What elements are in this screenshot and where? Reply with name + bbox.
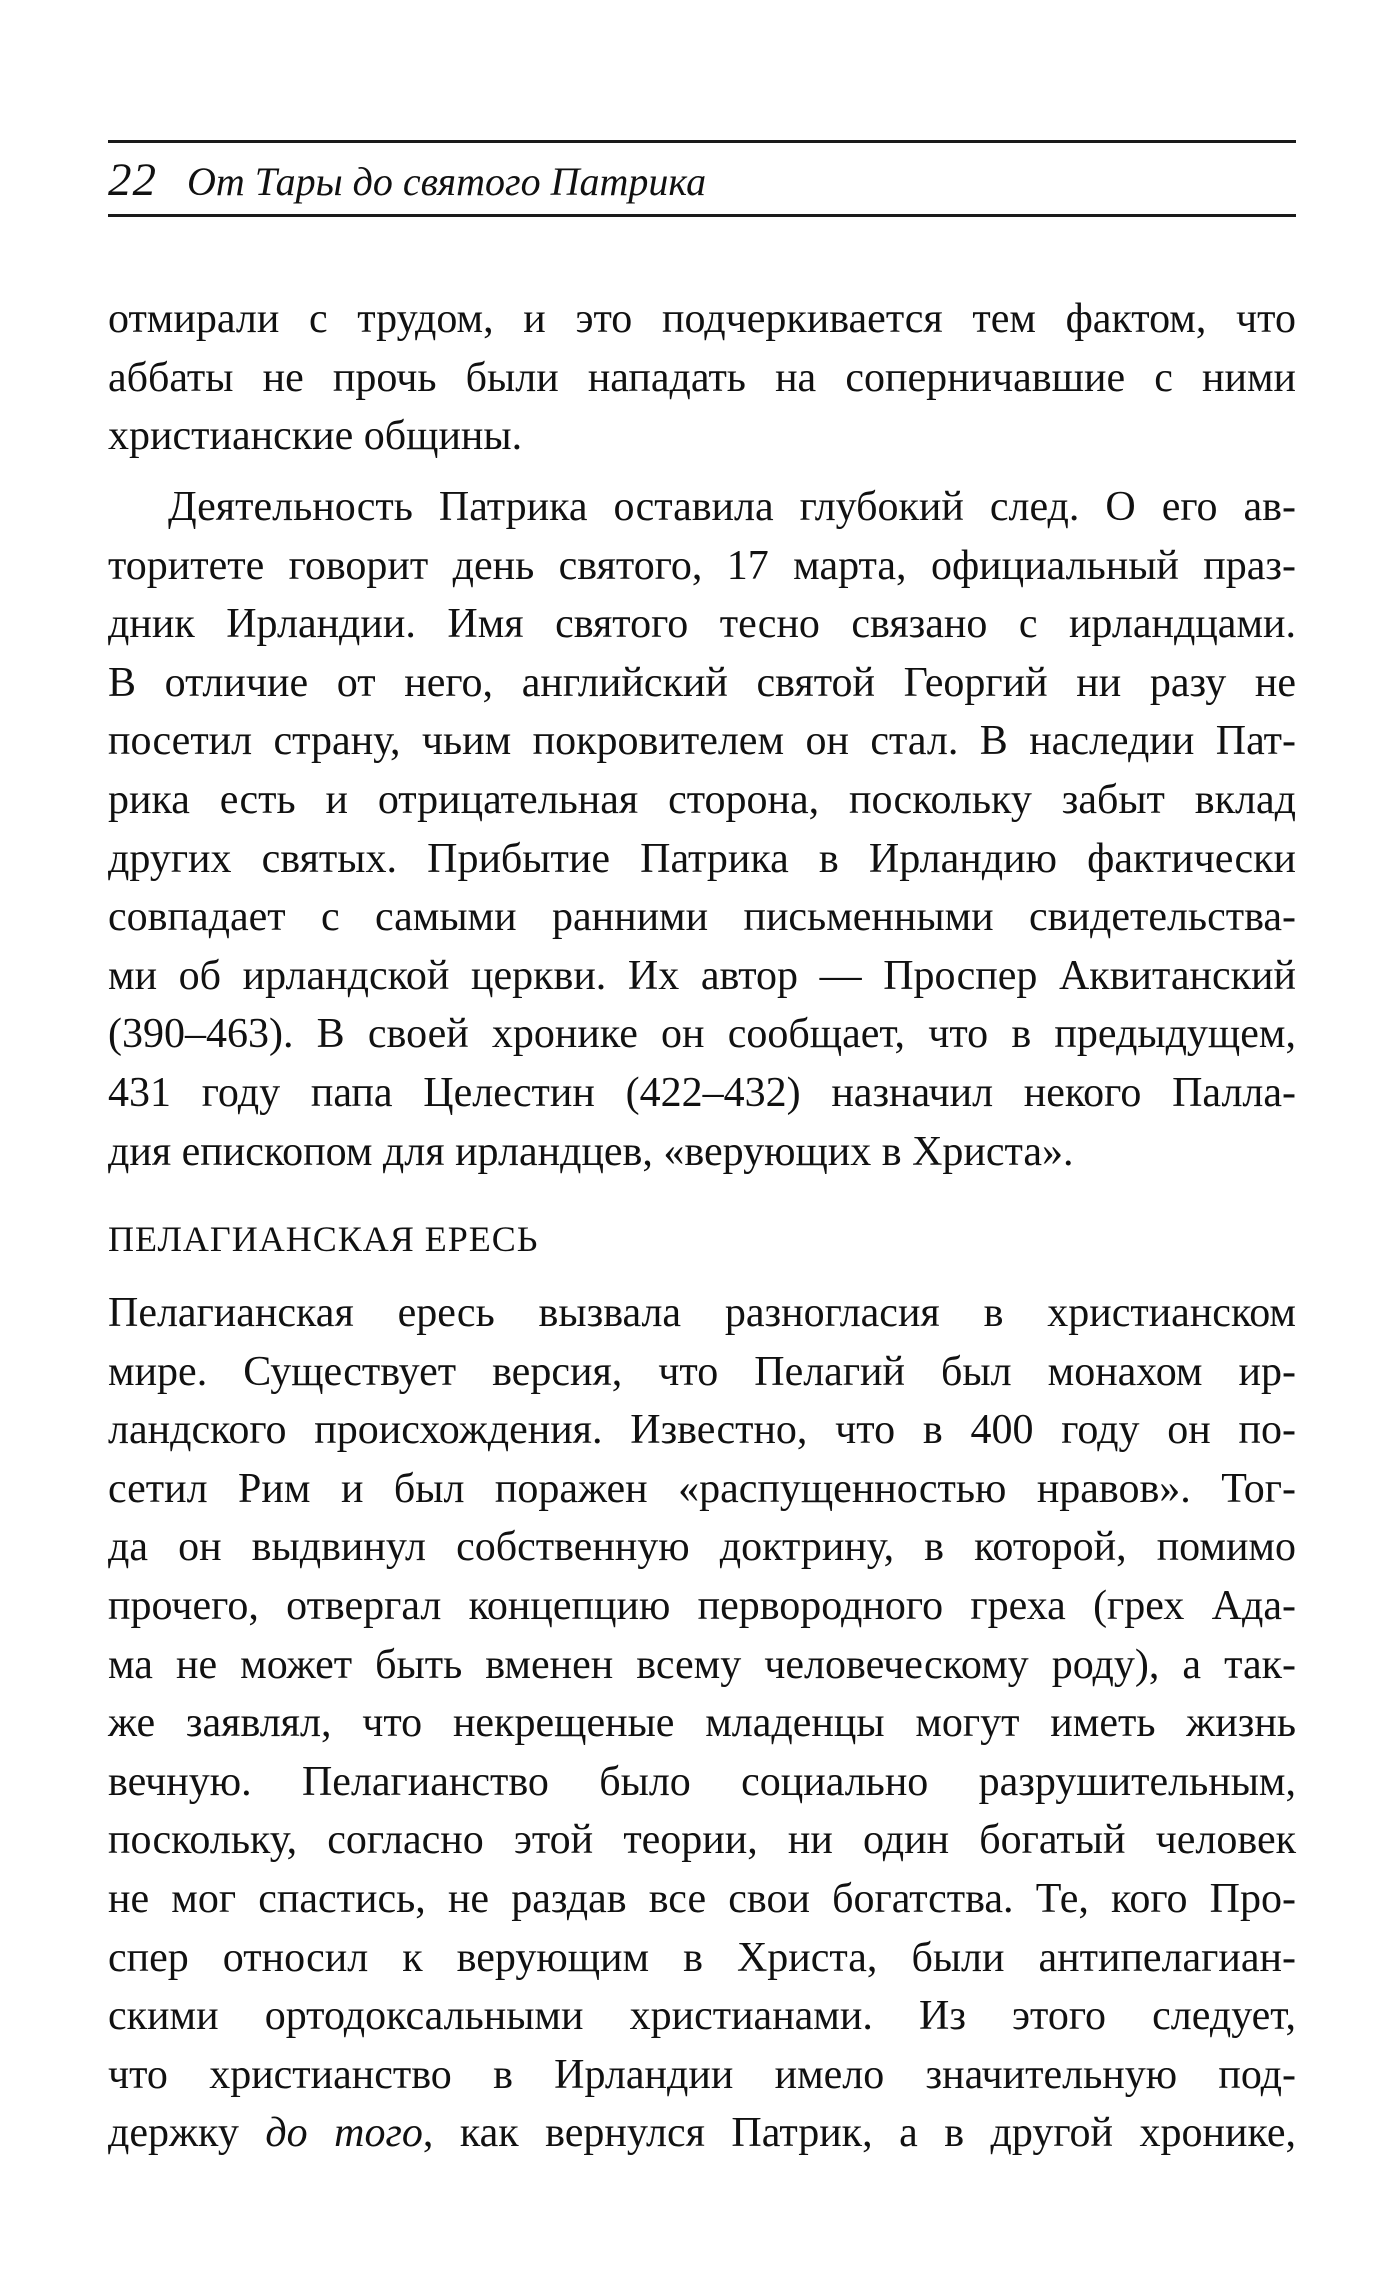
text-line: аббаты не прочь были нападать на соперничавшие с ними [108,354,1296,401]
text-line: поскольку, согласно этой теории, ни один богатый человек [108,1817,1296,1864]
text-line: Деятельность Патрика оставила глубокий след. О его ав- [168,484,1296,530]
text-line: (390–463). В своей хронике он сообщает, что в предыдущем, [108,1011,1296,1058]
text-line: 431 году папа Целестин (422–432) назначил некого Паллa- [108,1069,1296,1116]
text-line: других святых. Прибытие Патрика в Ирландию фактически [108,835,1296,882]
text-line: ландского происхождения. Известно, что в 400 году он по- [108,1407,1296,1454]
text-line-last [108,2104,1296,2163]
text-line: спер относил к верующим в Христа, были антипелагиан- [108,1934,1296,1981]
paragraph-pelagian [108,1284,1296,2163]
text-line: что христианство в Ирландии имело значительную под- [108,2051,1296,2098]
text-line: сетил Рим и был поражен «распущенностью нравов». Тог- [108,1465,1296,1512]
text-line: мире. Существует версия, что Пелагий был монахом ир- [108,1348,1296,1395]
paragraph-patrick [108,478,1296,1181]
text-line: В отличие от него, английский святой Георгий ни разу не [108,659,1296,706]
text-line: совпадает с самыми ранними письменными свидетельства- [108,894,1296,941]
text-line: рика есть и отрицательная сторона, поскольку забыт вклад [108,776,1296,823]
italic-emphasis: до того [265,2110,423,2157]
text-fragment: держку [108,2110,266,2157]
paragraph-continued [108,290,1296,466]
text-line: Пелагианская ересь вызвала разногласия в христианском [108,1290,1296,1336]
text-line: дия епископом для ирландцев, «верующих в Христа». [108,1128,1074,1175]
text-line: ми об ирландской церкви. Их автор — Проспер Аквитанский [108,952,1296,999]
text-line: отмирали с трудом, и это подчеркивается тем фактом, что [108,296,1296,342]
text-line: скими ортодоксальными христианами. Из этого следует, [108,1993,1296,2040]
text-line: не мог спастись, не раздав все свои богатства. Те, кого Про- [108,1875,1296,1922]
text-line: да он выдвинул собственную доктрину, в которой, помимо [108,1524,1296,1571]
header-top-rule [108,140,1296,143]
section-heading: ПЕЛАГИАНСКАЯ ЕРЕСЬ [108,1219,539,1259]
page-number: 22 [108,154,157,206]
text-line: вечную. Пелагианство было социально разрушительным, [108,1758,1296,1805]
text-line: дник Ирландии. Имя святого тесно связано с ирландцами. [108,601,1296,648]
text-line: христианские общины. [108,413,523,460]
text-line: ма не может быть вменен всему человеческому роду), а так- [108,1641,1296,1688]
text-line: же заявлял, что некрещеные младенцы могут иметь жизнь [108,1700,1296,1747]
text-line: прочего, отвергал концепцию первородного греха (грех Ада- [108,1582,1296,1629]
header-bottom-rule [108,214,1296,217]
text-line: посетил страну, чьим покровителем он стал. В наследии Пат- [108,718,1296,765]
text-fragment: , как вернулся Патрик, а в другой хронике, [422,2110,1296,2157]
running-title: От Тары до святого Патрика [187,159,707,204]
text-line: торитете говорит день святого, 17 марта, официальный праз- [108,542,1296,589]
running-header [108,153,1296,209]
